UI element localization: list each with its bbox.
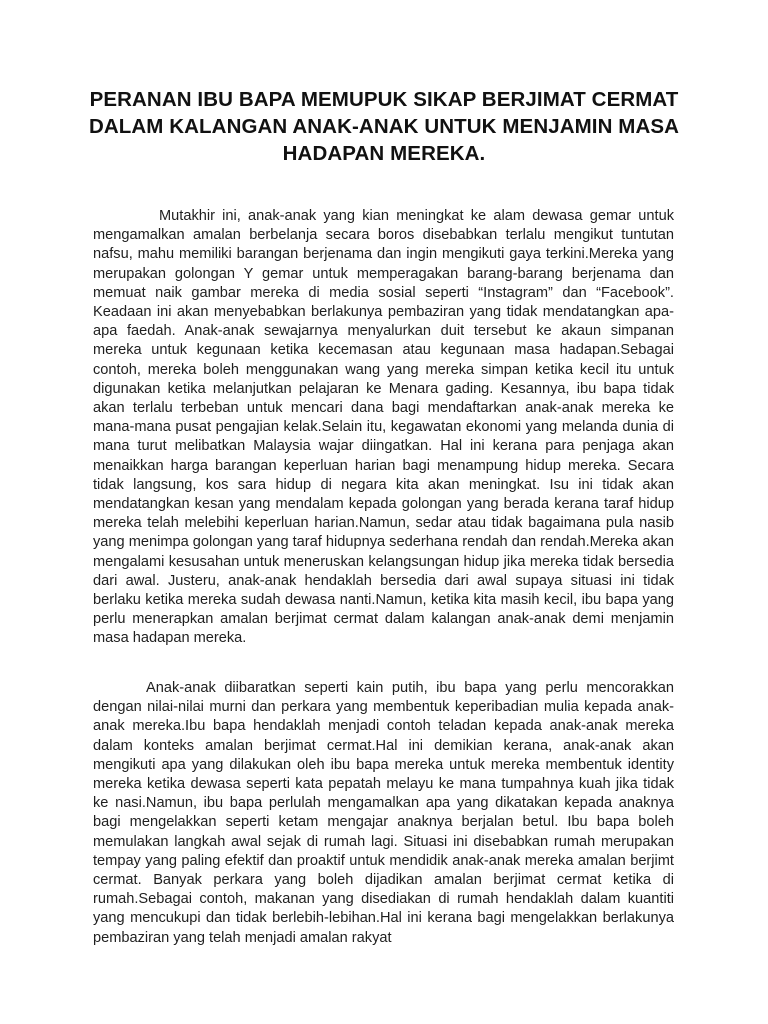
paragraph-1: Mutakhir ini, anak-anak yang kian meningkat ke alam dewasa gemar untuk mengamalkan amalan berbelanja secara boros disebabkan terlalu mengikut tuntutan nafsu, mahu memiliki barangan berjenama dan ingin mengikuti gaya terkini.Mereka yang merupakan golongan Y gemar untuk memperagakan barang-barang berjenama dan memuat naik gambar mereka di media sosial seperti “Instagram” dan “Facebook”. Keadaan ini akan menyebabkan berlakunya pembaziran yang tidak mendatangkan apa-apa faedah. Anak-anak sewajarnya menyalurkan duit tersebut ke akaun simpanan mereka untuk kegunaan ketika kecemasan atau kegunaan masa hadapan.Sebagai contoh, mereka boleh menggunakan wang yang mereka simpan ketika kecil itu untuk digunakan ketika melanjutkan pelajaran ke Menara gading. Kesannya, ibu bapa tidak akan terlalu terbeban untuk mencari dana bagi mendaftarkan anak-anak mereka ke mana-mana pusat pengajian kelak.Selain itu, kegawatan ekonomi yang melanda dunia di mana turut melibatkan Malaysia wajar diingatkan. Hal ini kerana para penjaga akan menaikkan harga barangan keperluan harian bagi menampung hidup mereka. Secara tidak langsung, kos sara hidup di negara kita akan meningkat. Isu ini tidak akan mendatangkan kesan yang mendalam kepada golongan yang berada kerana taraf hidup mereka telah melebihi keperluan harian.Namun, sedar atau tidak bagaimana pula nasib yang menimpa golongan yang taraf hidupnya sederhana rendah dan rendah.Mereka akan mengalami kesusahan untuk meneruskan kelangsungan hidup jika mereka tidak bersedia dari awal. Justeru, anak-anak hendaklah bersedia dari awal supaya situasi ini tidak berlaku ketika mereka sudah dewasa nanti.Namun, ketika kita masih kecil, ibu bapa yang perlu menerapkan amalan berjimat cermat dalam kalangan anak-anak demi menjamin masa hadapan mereka. xyxy=(93,208,674,647)
paragraph-2: Anak-anak diibaratkan seperti kain putih, ibu bapa yang perlu mencorakkan dengan nilai-nilai murni dan perkara yang membentuk keperibadian mulia kepada anak-anak mereka.Ibu bapa hendaklah menjadi contoh teladan kepada anak-anak mereka dalam konteks amalan berjimat cermat.Hal ini demikian kerana, anak-anak akan mengikuti apa yang dilakukan oleh ibu bapa mereka untuk mereka membentuk identity mereka ketika dewasa seperti kata pepatah melayu ke mana tumpahnya kuah jika tidak ke nasi.Namun, ibu bapa perlulah mengamalkan apa yang dikatakan kepada anaknya bagi mengelakkan seperti ketam mengajar anaknya berjalan betul. Ibu bapa boleh memulakan langkah awal sejak di rumah lagi. Situasi ini disebabkan rumah merupakan tempay yang paling efektif dan proaktif untuk mendidik anak-anak mereka amalan berjimt cermat. Banyak perkara yang boleh dijadikan amalan berjimat cermat ketika di rumah.Sebagai contoh, makanan yang disediakan di rumah hendaklah dalam kuantiti yang mencukupi dan tidak berlebih-lebihan.Hal ini kerana bagi mengelakkan berlakunya pembaziran yang telah menjadi amalan rakyat xyxy=(93,680,674,946)
document-title: PERANAN IBU BAPA MEMUPUK SIKAP BERJIMAT CERMAT DALAM KALANGAN ANAK-ANAK UNTUK MENJAMIN MASA HADAPAN MEREKA. xyxy=(88,88,680,165)
